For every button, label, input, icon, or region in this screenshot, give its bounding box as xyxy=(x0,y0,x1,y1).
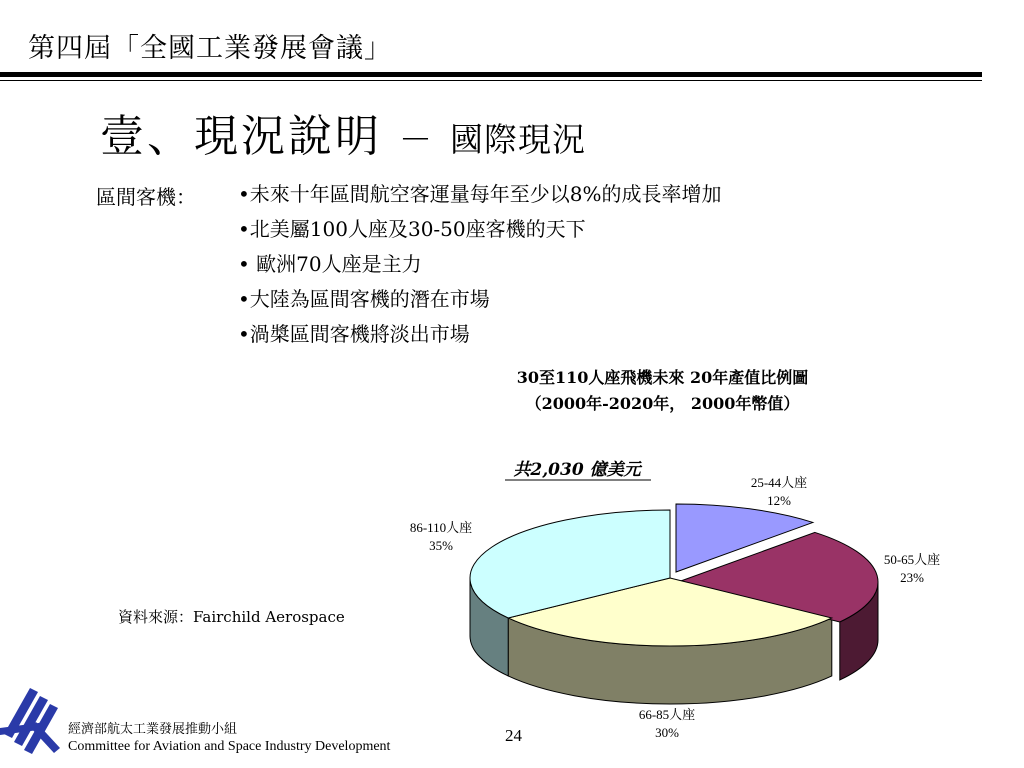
chart-subtitle: （2000年-2020年， 2000年幣值） xyxy=(525,394,800,413)
organization-logo xyxy=(0,682,62,764)
page-number: 24 xyxy=(505,726,522,745)
bullet-item: • 歐洲70人座是主力 xyxy=(238,252,422,276)
pie-slice-value-label: 12% xyxy=(767,493,791,508)
bullet-item: •未來十年區間航空客運量每年至少以8%的成長率增加 xyxy=(238,182,722,206)
slide-title-main: 壹、現況說明 xyxy=(100,111,382,162)
bullet-item: •渦槳區間客機將淡出市場 xyxy=(238,322,470,346)
pie-slice-label: 86-110人座 xyxy=(409,520,473,535)
bullet-item: •大陸為區間客機的潛在市場 xyxy=(238,287,490,311)
footer-org-english: Committee for Aviation and Space Industry Development xyxy=(68,739,391,754)
slide-title-sub: 國際現況 xyxy=(450,120,586,159)
pie-slice-label: 50-65人座 xyxy=(883,552,941,567)
pie-slice-label: 66-85人座 xyxy=(638,707,696,722)
bullet-item: •北美屬100人座及30-50座客機的天下 xyxy=(238,217,586,241)
slide-title-dash: － xyxy=(399,120,433,159)
chart-title: 30至110人座飛機未來 20年產值比例圖 xyxy=(516,368,809,387)
footer-org-chinese: 經濟部航太工業發展推動小組 xyxy=(68,722,238,737)
bullet-label: 區間客機： xyxy=(96,185,196,209)
pie-slice-value-label: 30% xyxy=(655,725,679,740)
header-title: 第四屆「全國工業發展會議」 xyxy=(28,33,392,64)
chart-total-annotation: 共2,030 億美元 xyxy=(513,460,641,480)
pie-slice-value-label: 23% xyxy=(900,570,924,585)
pie-slice-value-label: 35% xyxy=(429,538,453,553)
pie-slice-label: 25-44人座 xyxy=(750,475,808,490)
source-note: 資料來源：Fairchild Aerospace xyxy=(118,608,345,626)
pie-tops xyxy=(470,504,878,646)
